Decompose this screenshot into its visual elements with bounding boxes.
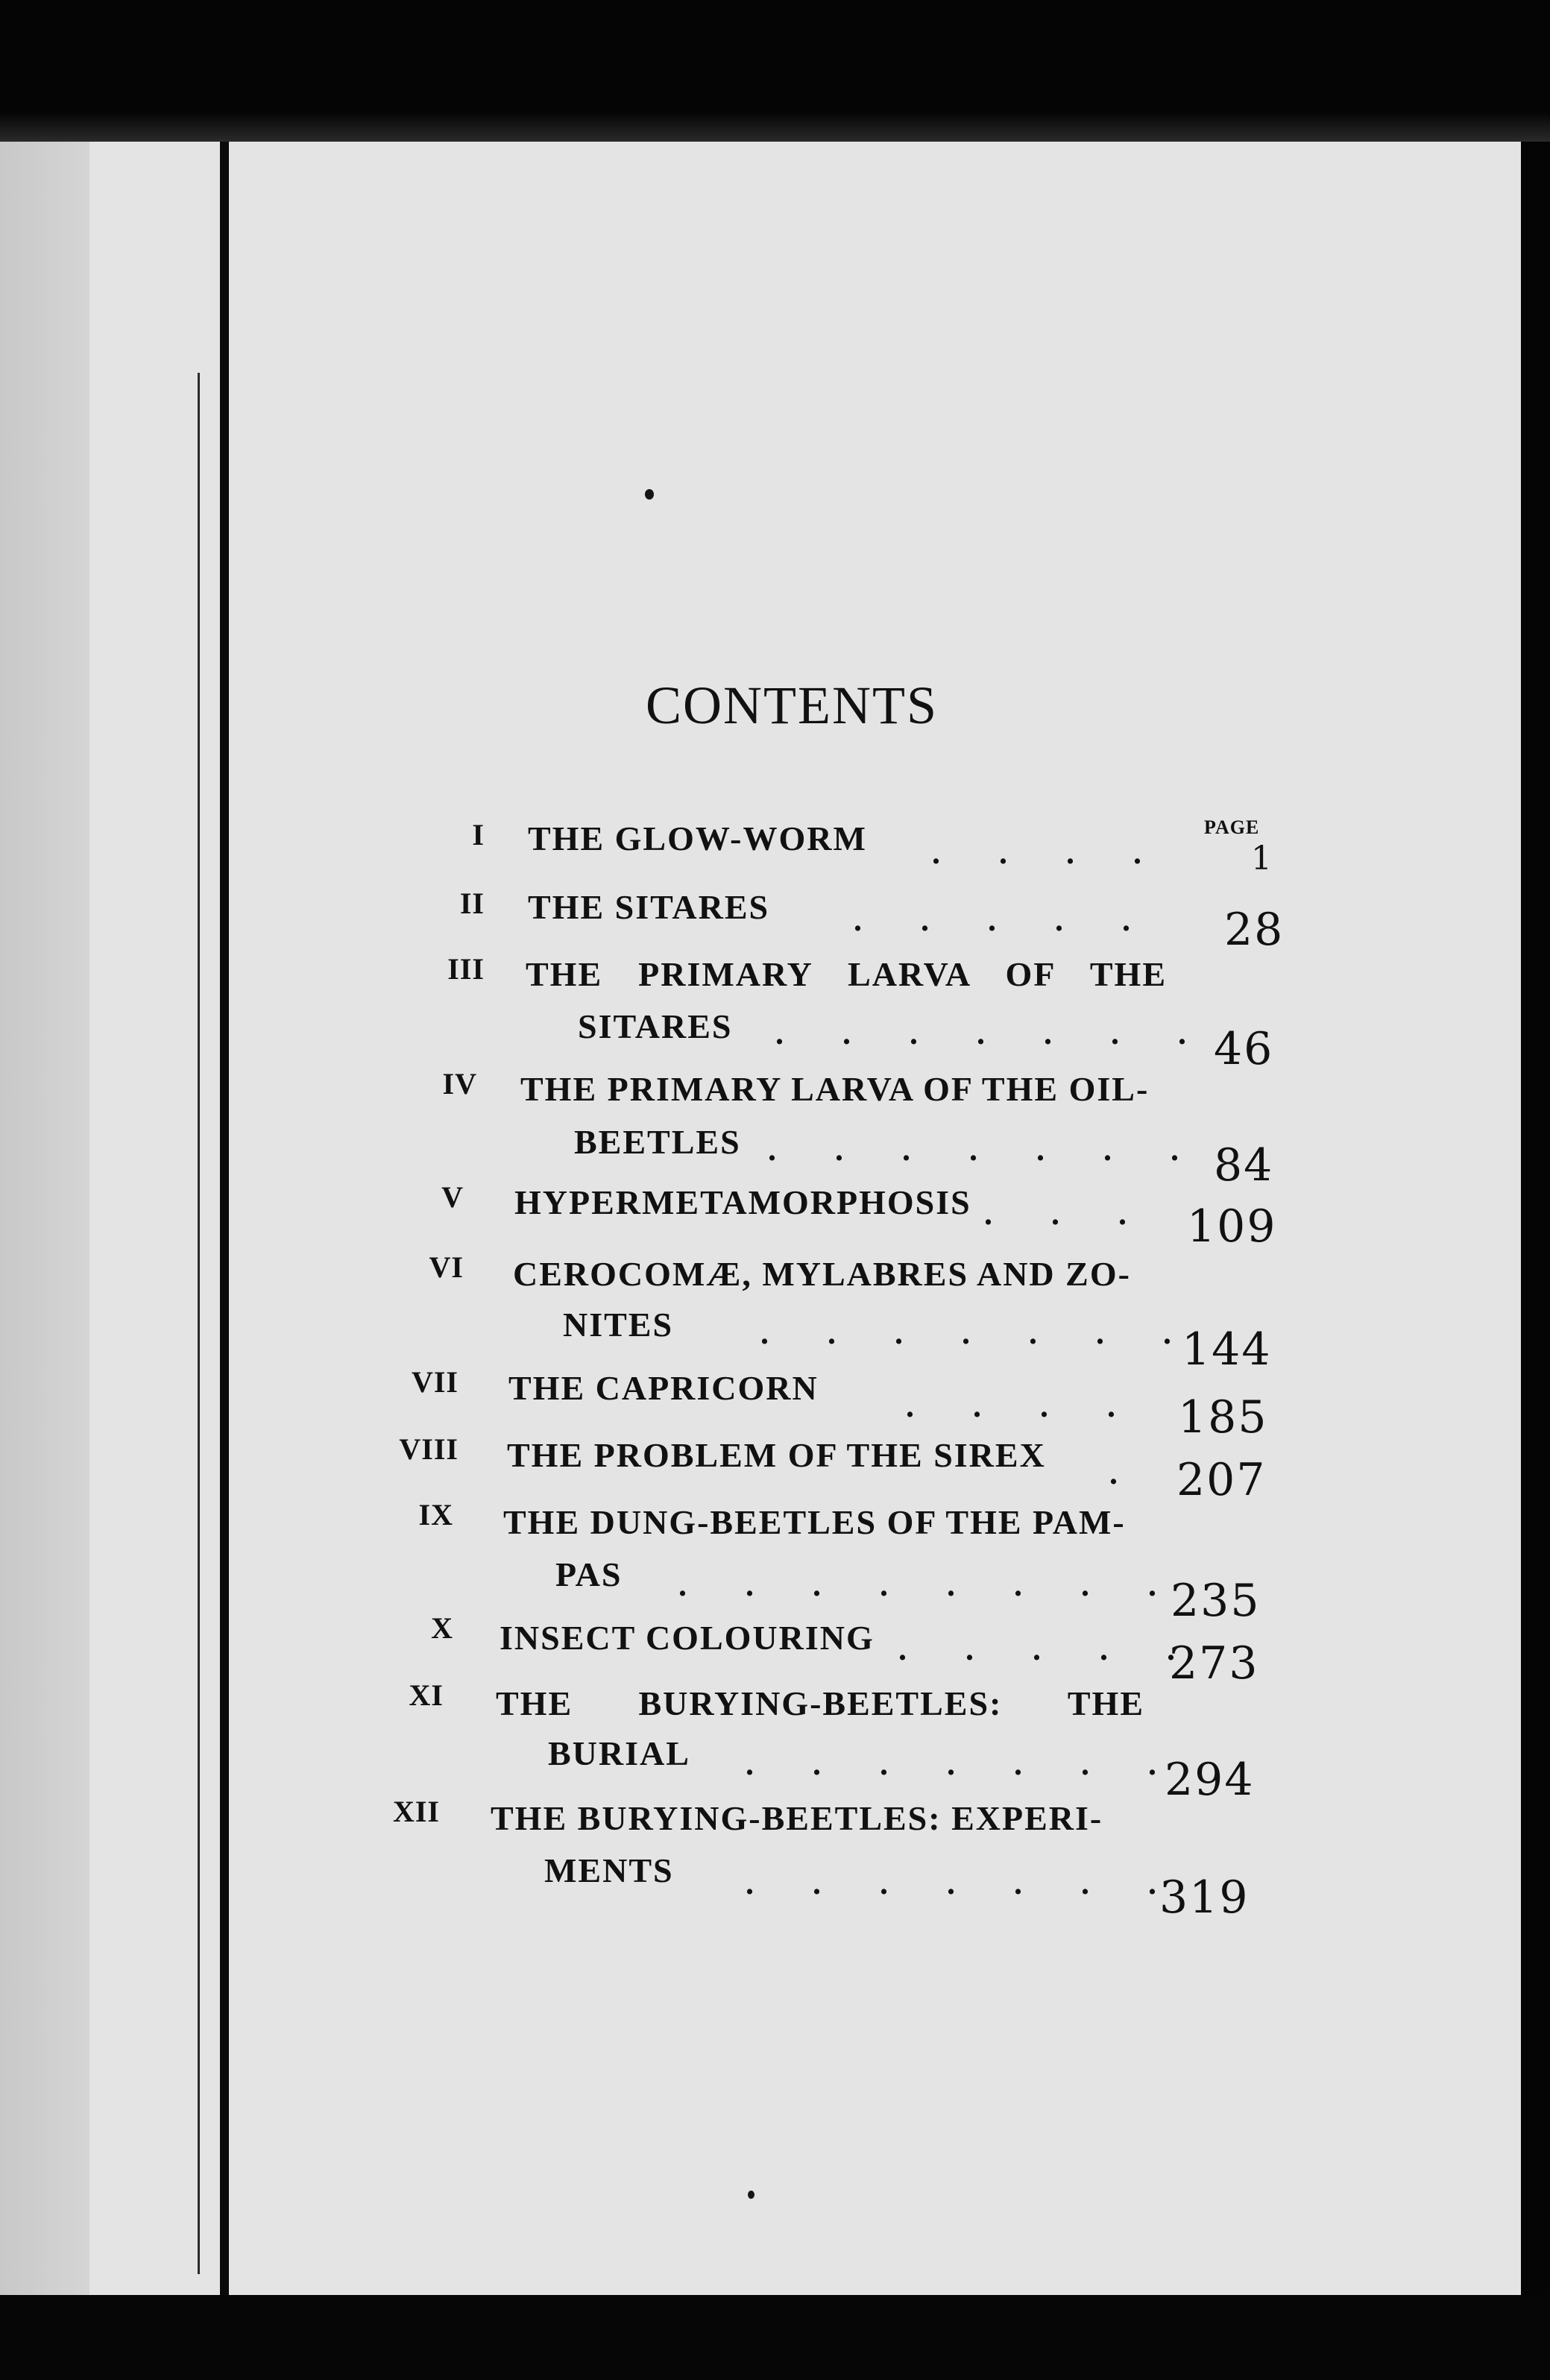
- chapter-title: HYPERMETAMORPHOSIS: [514, 1183, 971, 1221]
- leader-dots: . . . . . . .: [768, 1131, 1204, 1168]
- chapter-numeral: V: [441, 1180, 464, 1214]
- chapter-title: THE PROBLEM OF THE SIREX: [507, 1436, 1046, 1474]
- chapter-numeral: III: [447, 952, 485, 986]
- leader-dots: . . .: [984, 1195, 1152, 1232]
- leader-dots: . . . .: [906, 1388, 1141, 1424]
- chapter-numeral: I: [472, 818, 485, 851]
- page-number: 235: [1171, 1575, 1261, 1627]
- chapter-numeral: XII: [392, 1795, 440, 1828]
- chapter-numeral: IV: [442, 1067, 477, 1101]
- chapter-title-continued: BEETLES: [574, 1123, 741, 1161]
- chapter-numeral: VI: [429, 1250, 464, 1284]
- page-number: 319: [1159, 1871, 1250, 1924]
- leader-dots: . . . . . . .: [746, 1745, 1182, 1782]
- leader-dots: . . . . . . .: [746, 1865, 1182, 1901]
- chapter-numeral: VIII: [399, 1432, 459, 1466]
- page-number: 294: [1165, 1754, 1255, 1806]
- chapter-numeral: X: [431, 1611, 453, 1645]
- chapter-title: THE PRIMARY LARVA OF THE OIL-: [520, 1070, 1150, 1108]
- page-number: 109: [1187, 1200, 1277, 1253]
- leader-dots: . . . . . . . .: [678, 1567, 1182, 1603]
- chapter-numeral: IX: [418, 1498, 453, 1531]
- chapter-title-continued: BURIAL: [548, 1734, 690, 1772]
- page-number: 273: [1169, 1637, 1259, 1690]
- leader-dots: . . . . . . .: [760, 1315, 1197, 1351]
- page-column-label: PAGE: [1204, 816, 1260, 838]
- chapter-numeral: II: [459, 887, 485, 920]
- chapter-title-continued: PAS: [555, 1555, 623, 1593]
- leader-dots: . . . . . . .: [775, 1015, 1212, 1051]
- contents-heading: CONTENTS: [646, 676, 938, 735]
- chapter-numeral: XI: [409, 1678, 444, 1712]
- chapter-title: THE PRIMARY LARVA OF THE: [526, 955, 1167, 993]
- page-number: 185: [1178, 1391, 1268, 1444]
- leader-dots: . . . . .: [854, 901, 1156, 938]
- page-number: 28: [1224, 904, 1285, 956]
- page-number: 207: [1176, 1454, 1267, 1506]
- chapter-title: CEROCOMÆ, MYLABRES AND ZO-: [513, 1255, 1131, 1293]
- page-number: 144: [1182, 1323, 1272, 1376]
- chapter-title: THE GLOW-WORM: [528, 819, 867, 857]
- leader-dots: .: [1109, 1455, 1143, 1491]
- chapter-title: THE SITARES: [528, 888, 770, 926]
- chapter-title: INSECT COLOURING: [500, 1619, 875, 1657]
- chapter-title: THE DUNG-BEETLES OF THE PAM-: [503, 1503, 1126, 1541]
- page-number: 46: [1214, 1023, 1274, 1075]
- chapter-title: THE CAPRICORN: [508, 1369, 819, 1407]
- page-number: 84: [1214, 1139, 1274, 1191]
- chapter-numeral: VII: [411, 1365, 459, 1399]
- leader-dots: . . . . .: [898, 1631, 1200, 1667]
- chapter-title: THE BURYING-BEETLES: EXPERI-: [491, 1799, 1103, 1837]
- chapter-title-continued: NITES: [563, 1306, 674, 1344]
- leader-dots: . . . .: [932, 834, 1167, 871]
- chapter-title-continued: SITARES: [578, 1007, 733, 1045]
- chapter-title-continued: MENTS: [544, 1851, 674, 1889]
- chapter-title: THE BURYING-BEETLES: THE: [496, 1684, 1144, 1722]
- page-number: 1: [1251, 840, 1273, 878]
